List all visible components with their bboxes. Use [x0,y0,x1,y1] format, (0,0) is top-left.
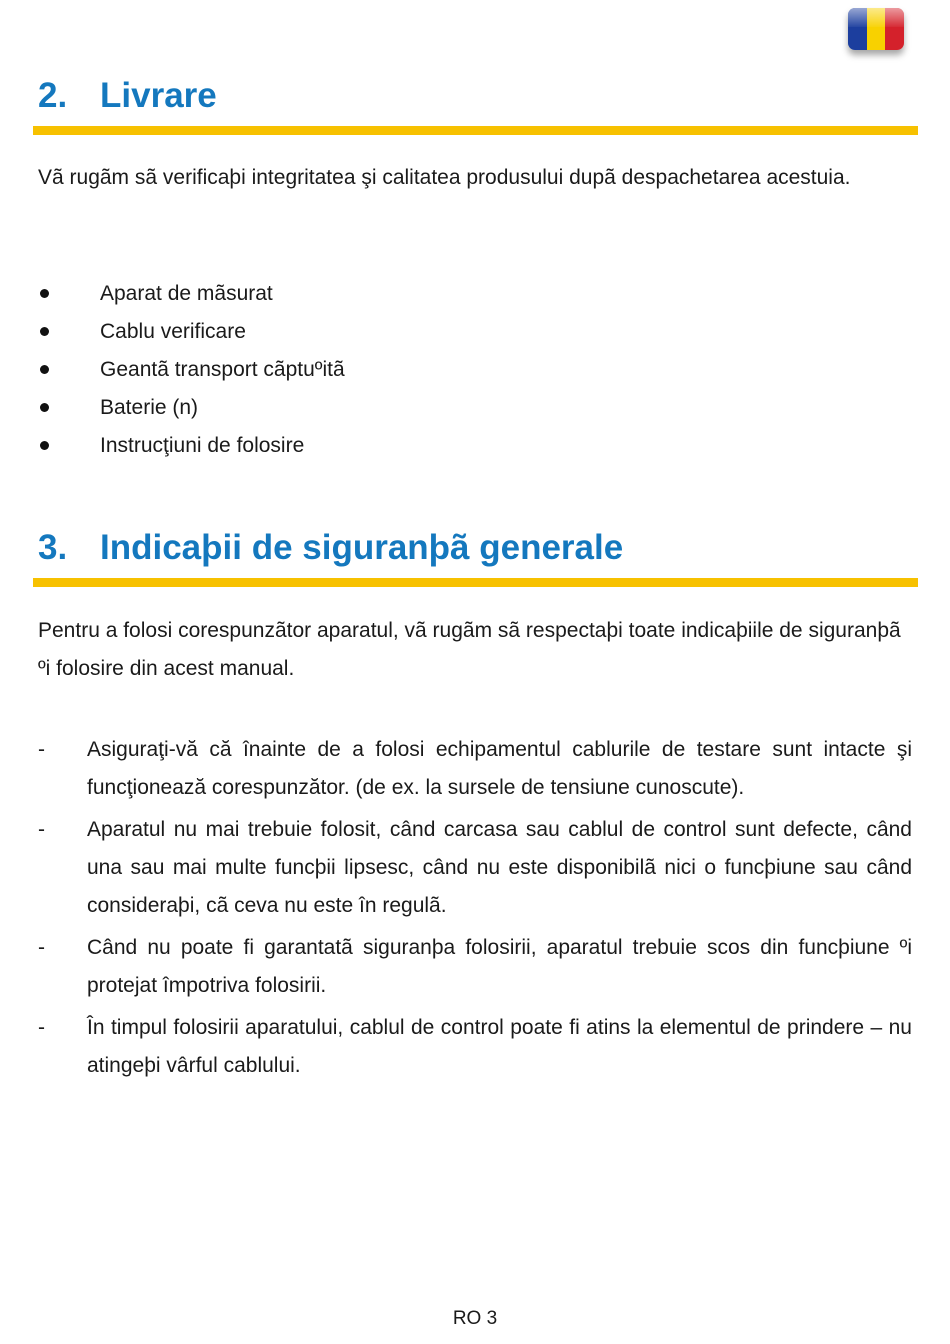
section-divider [33,126,918,135]
romania-flag-icon [848,8,904,50]
list-item [38,1009,912,1085]
list-item [38,929,912,1005]
list-item [38,811,912,925]
section-divider [33,578,918,587]
bullet-icon [40,289,49,298]
list-item-text: Cablu verificare [100,320,246,343]
page-number: RO 3 [452,1308,498,1329]
bullet-icon [40,365,49,374]
list-item-text: Instrucţiuni de folosire [100,434,305,457]
list-item-text: Aparat de mãsurat [100,282,273,305]
safety-instructions-list [38,731,912,1089]
section-number: 2. [38,76,68,115]
section-heading-delivery [38,76,217,116]
bullet-icon [40,441,49,450]
list-item-text: În timpul folosirii aparatului, cablul de control poate fi atins la elementul de prindere – nu atingeþi vârful cablului. [87,1016,912,1077]
flag-gloss [848,8,904,27]
list-item-text: Când nu poate fi garantatã siguranþa folosirii, aparatul trebuie scos din funcþiune ºi protejat împotriva folosirii. [87,936,912,997]
list-item [38,731,912,807]
list-item-text: Baterie (n) [100,396,199,419]
list-item-text: Geantã transport cãptuºitã [100,358,345,381]
dash-marker: - [38,936,45,959]
safety-intro: Pentru a folosi corespunzãtor aparatul, vã rugãm sã respectaþi toate indicaþiile de siguranþã ºi folosire din acest manual. [38,619,901,680]
dash-marker: - [38,738,45,761]
dash-marker: - [38,1016,45,1039]
section-title: Livrare [100,76,217,115]
section-heading-safety [38,528,623,568]
list-item-text: Aparatul nu mai trebuie folosit, când carcasa sau cablul de control sunt defecte, când una sau mai multe funcþii lipsesc, când nu este disponibilã nici o funcþiune sau când consideraþi, cã ceva nu este în regulã. [87,818,912,917]
bullet-icon [40,327,49,336]
bullet-icon [40,403,49,412]
section-title: Indicaþii de siguranþã generale [100,528,624,567]
list-item-text: Asiguraţi-vă că înainte de a folosi echipamentul cablurile de testare sunt intacte şi funcţionează corespunzător. (de ex. la sursele de tensiune cunoscute). [87,738,912,799]
dash-marker: - [38,818,45,841]
section-number: 3. [38,528,68,567]
delivery-intro: Vã rugãm sã verificaþi integritatea şi calitatea produsului dupã despachetarea acestuia. [38,166,851,189]
